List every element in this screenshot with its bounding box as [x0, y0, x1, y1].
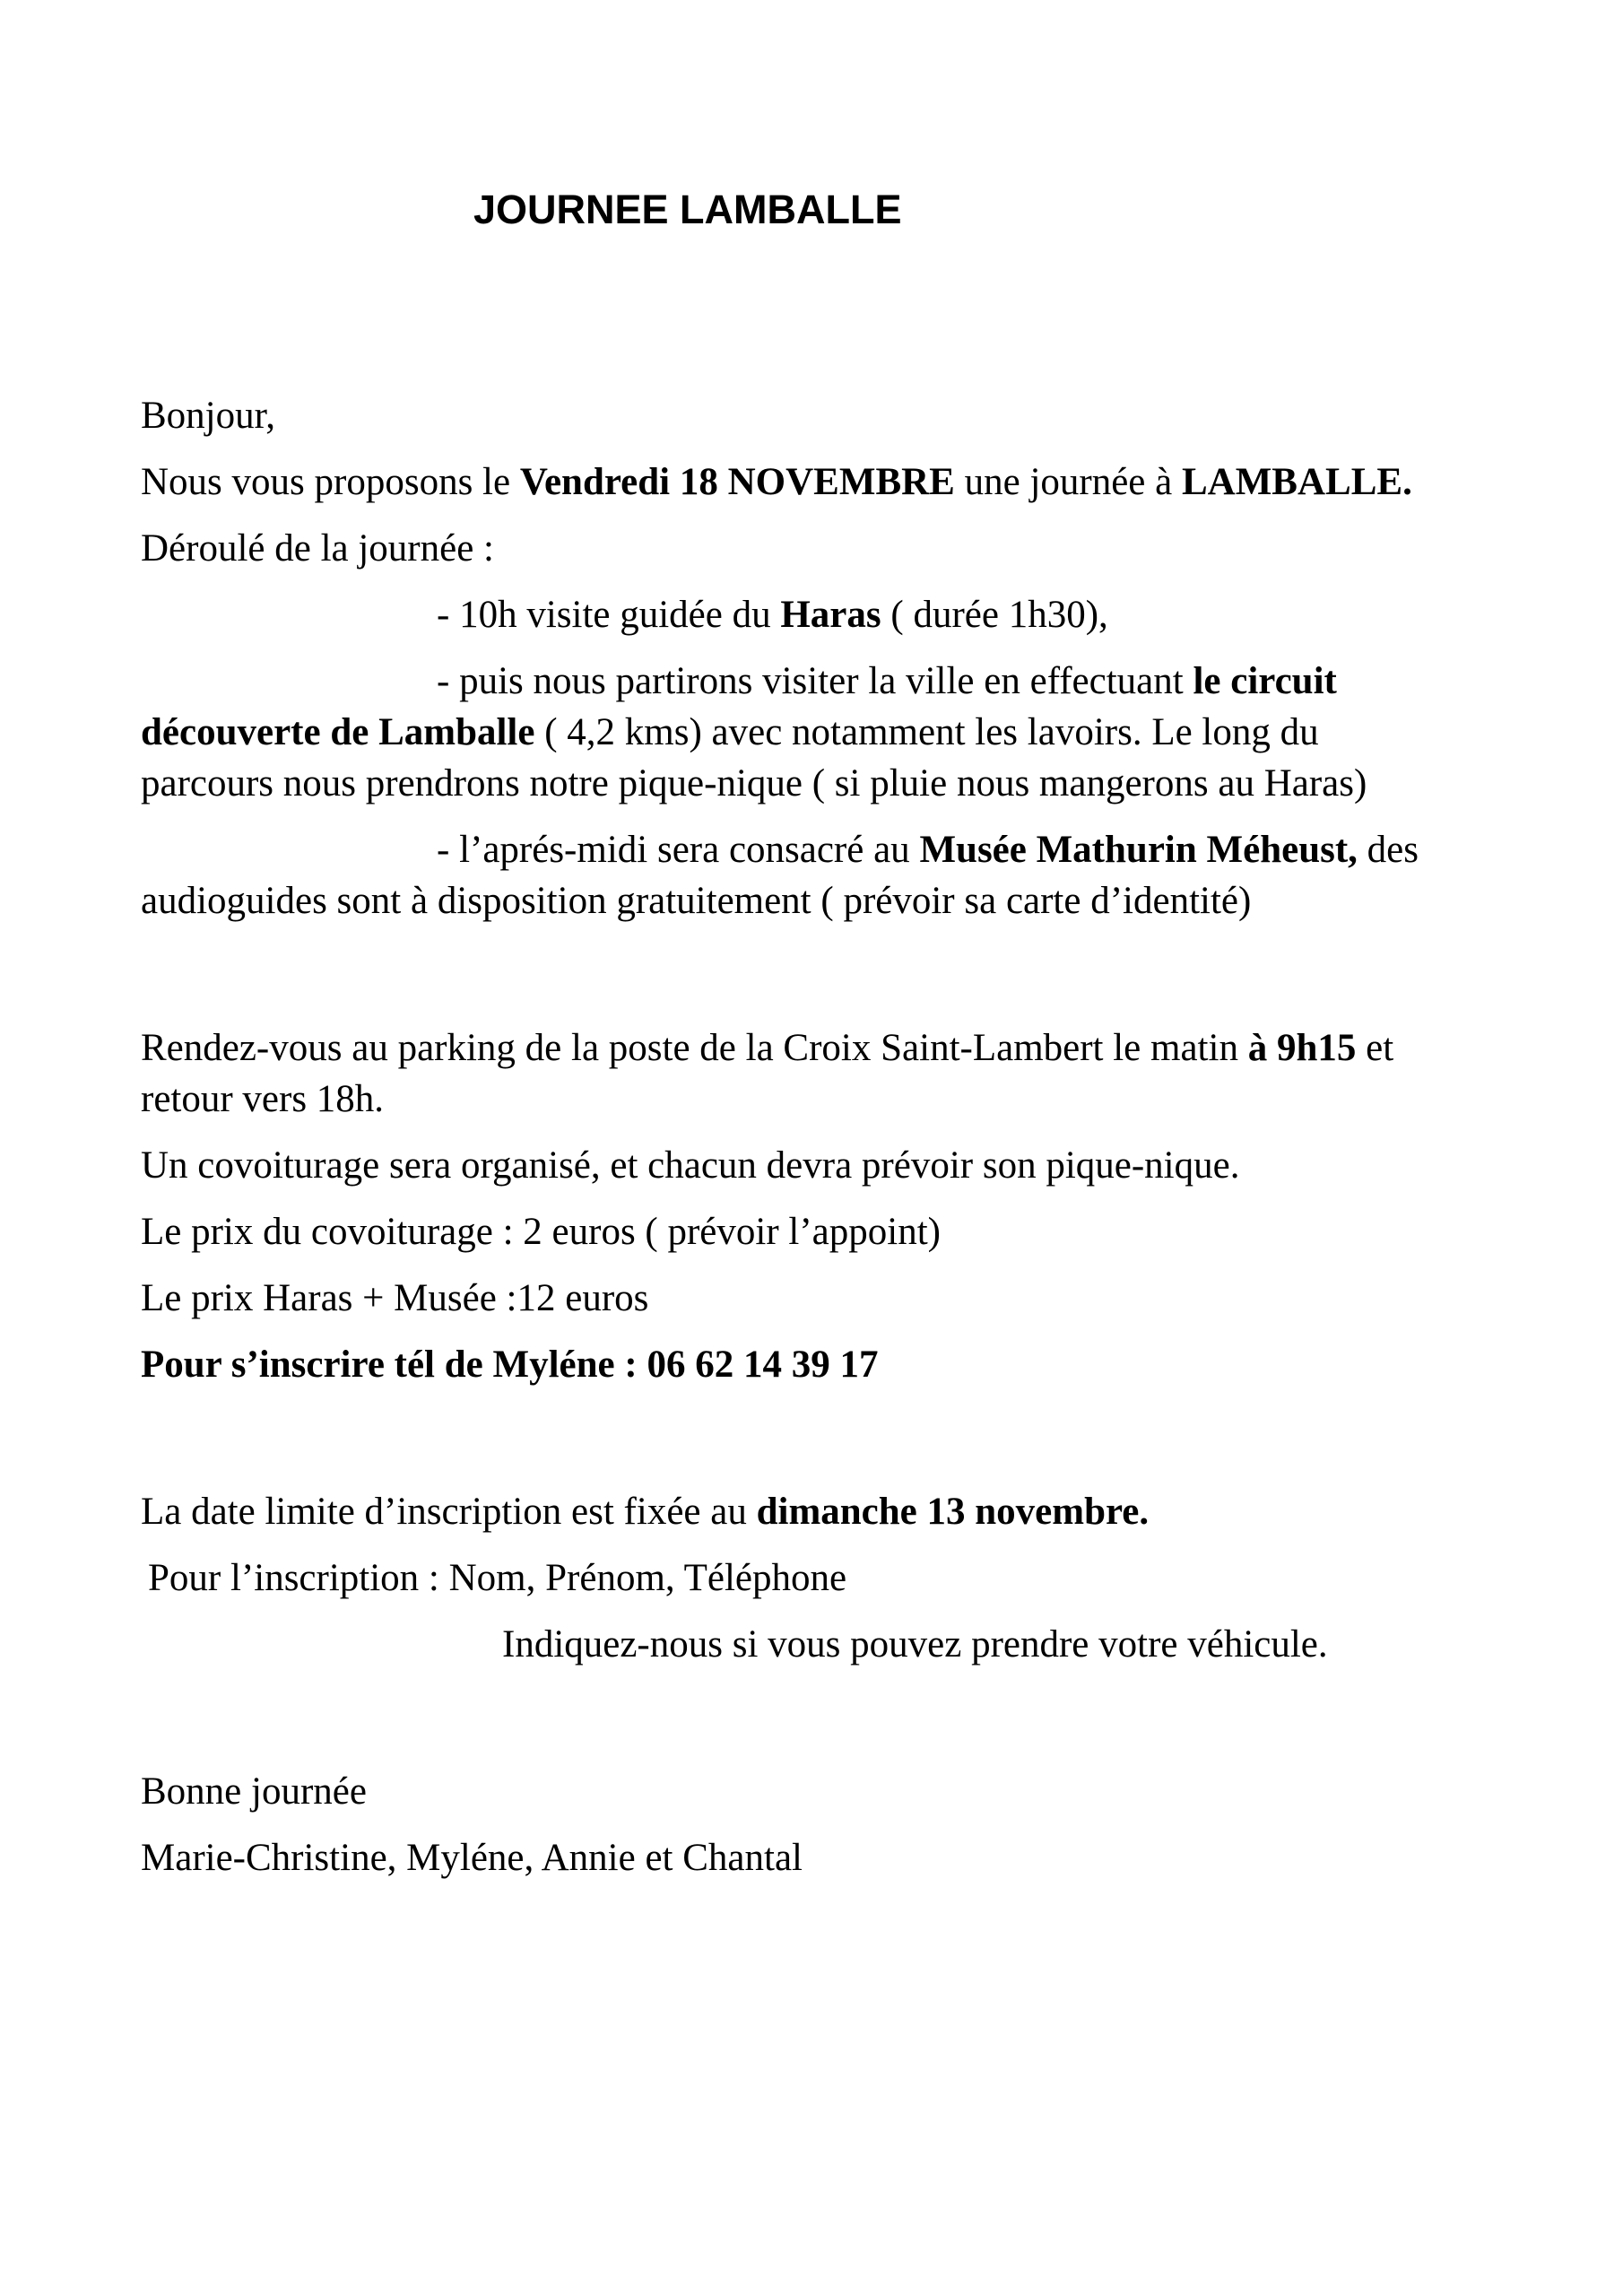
item3-text-1: - l’aprés-midi sera consacré au: [437, 829, 920, 871]
date-limite-text: La date limite d’inscription est fixée au: [141, 1491, 757, 1533]
item1-bold: Haras: [780, 594, 881, 636]
prix-covoiturage: Le prix du covoiturage : 2 euros ( prévoir l’appoint): [141, 1211, 941, 1253]
programme-heading: Déroulé de la journée :: [141, 527, 494, 570]
rendezvous-text-1: Rendez-vous au parking de la poste de la Croix Saint-Lambert le matin: [141, 1027, 1248, 1069]
greeting: Bonjour,: [141, 395, 275, 437]
item3-bold: Musée Mathurin Méheust,: [919, 829, 1358, 871]
signatures: Marie-Christine, Myléne, Annie et Chantal: [141, 1837, 803, 1879]
programme-item-musee: [141, 824, 1450, 926]
prix-haras-musee: Le prix Haras + Musée :12 euros: [141, 1277, 649, 1319]
inscription-telephone-bold: Pour s’inscrire tél de Myléne : 06 62 14 39 17: [141, 1344, 879, 1386]
inscription-infos: Pour l’inscription : Nom, Prénom, Téléphone: [148, 1557, 847, 1599]
item1-text-1: - 10h visite guidée du: [437, 594, 781, 636]
event-place: LAMBALLE.: [1181, 461, 1412, 503]
covoiturage-text: Un covoiturage sera organisé, et chacun devra prévoir son pique-nique.: [141, 1144, 1240, 1187]
letter-body: [141, 390, 1450, 1883]
date-limite-bold: dimanche 13 novembre.: [756, 1491, 1150, 1533]
rendezvous-time: à 9h15: [1247, 1027, 1357, 1069]
item3-text-2: des audioguides sont à disposition gratuitement ( prévoir sa carte d’identité): [141, 829, 1419, 922]
programme-item-circuit: [141, 656, 1450, 809]
page-title: JOURNEE LAMBALLE: [473, 187, 902, 232]
item2-text-1: - puis nous partirons visiter la ville en effectuant: [437, 660, 1193, 702]
vehicule-request: Indiquez-nous si vous pouvez prendre votre véhicule.: [502, 1623, 1328, 1665]
intro-text-1: Nous vous proposons le: [141, 461, 520, 503]
item1-text-2: ( durée 1h30),: [881, 594, 1108, 636]
rendezvous-text-2: et retour vers 18h.: [141, 1027, 1394, 1120]
rendezvous-paragraph: [141, 1022, 1450, 1125]
intro-text-2: une journée à: [954, 461, 1182, 503]
programme-item-haras: [141, 589, 1450, 640]
item2-bold: le circuit découverte de Lamballe: [141, 660, 1337, 753]
closing: Bonne journée: [141, 1770, 367, 1813]
inscription-telephone: [141, 1339, 1450, 1390]
item2-text-2: ( 4,2 kms) avec notamment les lavoirs. Le long du parcours nous prendrons notre pique-nique ( si pluie nous mangerons au Haras): [141, 711, 1367, 804]
intro-paragraph: [141, 457, 1450, 508]
date-limite: [141, 1486, 1450, 1537]
event-date: Vendredi 18 NOVEMBRE: [519, 461, 955, 503]
